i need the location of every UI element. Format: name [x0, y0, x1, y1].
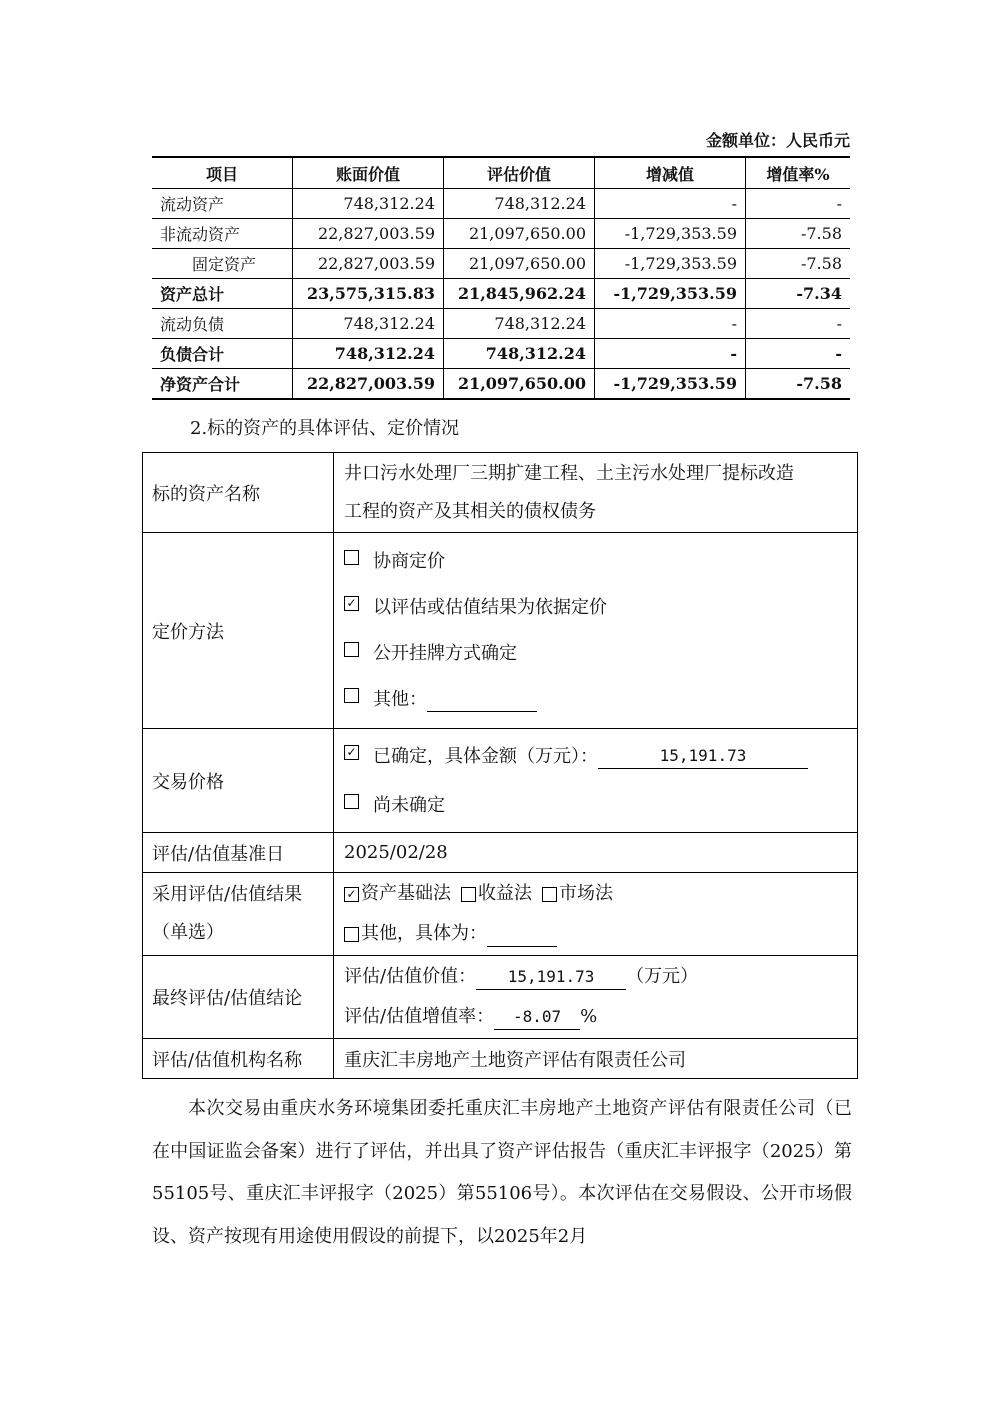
row-book: 22,827,003.59	[293, 369, 444, 400]
price-option-confirmed	[344, 732, 856, 782]
checkbox-unchecked[interactable]	[344, 927, 359, 942]
col-header-rate: 增值率%	[746, 157, 851, 189]
amount-unit-label: 金额单位：人民币元	[705, 131, 850, 150]
option-label: 尚未确定	[373, 794, 445, 816]
transaction-price-options	[334, 729, 858, 833]
row-diff: -	[595, 309, 746, 339]
option-label: 协商定价	[373, 550, 445, 572]
conclusion-value-unit: （万元）	[626, 966, 699, 987]
option-label: 公开挂牌方式确定	[373, 642, 517, 664]
table-row	[143, 453, 858, 533]
method-option-income: 收益法	[478, 883, 532, 904]
checkbox-checked[interactable]: ✓	[344, 596, 359, 611]
table-row	[143, 1039, 858, 1079]
table-row	[143, 833, 858, 873]
price-amount-field: 15,191.73	[598, 744, 808, 769]
method-option-other: 其他，具体为：	[361, 923, 487, 944]
agency-value: 重庆汇丰房地产土地资产评估有限责任公司	[334, 1039, 858, 1079]
method-option-market: 市场法	[559, 883, 613, 904]
row-eval: 748,312.24	[444, 189, 595, 219]
pricing-option-listing	[344, 631, 856, 677]
table-header-row	[152, 157, 850, 189]
row-eval: 21,097,650.00	[444, 219, 595, 249]
checkbox-checked[interactable]: ✓	[344, 745, 359, 760]
checkbox-unchecked[interactable]	[542, 887, 557, 902]
conclusion-rate-label: 评估/估值增值率：	[344, 1006, 495, 1027]
pricing-option-evaluation	[344, 585, 856, 631]
pricing-option-other	[344, 677, 856, 723]
row-rate: -7.58	[746, 219, 851, 249]
row-book: 22,827,003.59	[293, 249, 444, 279]
table-row	[143, 729, 858, 833]
method-options-line1	[344, 874, 856, 914]
method-options-line2	[344, 914, 856, 954]
conclusion-label: 最终评估/估值结论	[143, 956, 334, 1039]
table-row	[152, 219, 850, 249]
row-rate: -7.58	[746, 369, 851, 400]
agency-label: 评估/估值机构名称	[143, 1039, 334, 1079]
transaction-price-label: 交易价格	[143, 729, 334, 833]
option-label: 已确定，具体金额（万元）：	[373, 745, 598, 767]
checkbox-unchecked[interactable]	[344, 550, 359, 565]
method-option-asset: 资产基础法	[361, 883, 451, 904]
base-date-label: 评估/估值基准日	[143, 833, 334, 873]
checkbox-unchecked[interactable]	[344, 688, 359, 703]
row-diff: -	[595, 189, 746, 219]
row-book: 748,312.24	[293, 189, 444, 219]
asset-name-label: 标的资产名称	[143, 453, 334, 533]
pricing-method-label: 定价方法	[143, 533, 334, 729]
conclusion-rate-line	[344, 997, 856, 1037]
col-header-item: 项目	[152, 157, 293, 189]
row-book: 748,312.24	[293, 339, 444, 369]
row-item: 资产总计	[152, 279, 293, 309]
asset-name-line1: 井口污水处理厂三期扩建工程、土主污水处理厂提标改造	[344, 462, 794, 484]
method-other-blank[interactable]	[487, 922, 557, 947]
row-item: 流动负债	[152, 309, 293, 339]
method-label-line2: （单选）	[152, 922, 224, 943]
conclusion-value: 15,191.73	[476, 965, 626, 990]
row-eval: 748,312.24	[444, 339, 595, 369]
row-rate: -7.34	[746, 279, 851, 309]
option-label: 以评估或估值结果为依据定价	[373, 596, 607, 618]
price-option-unconfirmed	[344, 782, 856, 830]
section-subheading: 2.标的资产的具体评估、定价情况	[190, 418, 460, 439]
row-book: 23,575,315.83	[293, 279, 444, 309]
row-diff: -1,729,353.59	[595, 279, 746, 309]
row-item: 净资产合计	[152, 369, 293, 400]
conclusion-value-label: 评估/估值价值：	[344, 966, 477, 987]
row-item: 固定资产	[152, 249, 293, 279]
paragraph-text: 本次交易由重庆水务环境集团委托重庆汇丰房地产土地资产评估有限责任公司（已在中国证监会备案）进行了评估，并出具了资产评估报告（重庆汇丰评报字（2025）第55105号、重庆汇丰评报字（2025）第55106号）。本次评估在交易假设、公开市场假设、资产按现有用途使用假设的前提下，以2025年2月	[152, 1098, 852, 1247]
table-row	[143, 533, 858, 729]
conclusion-rate: -8.07	[494, 1005, 580, 1030]
row-item: 非流动资产	[152, 219, 293, 249]
conclusion-rate-unit: %	[580, 1006, 598, 1027]
row-item: 流动资产	[152, 189, 293, 219]
row-eval: 21,097,650.00	[444, 369, 595, 400]
row-diff: -1,729,353.59	[595, 369, 746, 400]
table-row	[143, 873, 858, 956]
conclusion-value-line	[344, 957, 856, 997]
row-book: 748,312.24	[293, 309, 444, 339]
table-row	[152, 339, 850, 369]
asset-name-value	[334, 453, 858, 533]
checkbox-unchecked[interactable]	[461, 887, 476, 902]
method-options	[334, 873, 858, 956]
row-eval: 21,845,962.24	[444, 279, 595, 309]
row-diff: -1,729,353.59	[595, 219, 746, 249]
checkbox-unchecked[interactable]	[344, 794, 359, 809]
checkbox-checked[interactable]: ✓	[344, 887, 359, 902]
row-eval: 21,097,650.00	[444, 249, 595, 279]
row-diff: -	[595, 339, 746, 369]
financial-summary-table	[152, 156, 850, 400]
row-item: 负债合计	[152, 339, 293, 369]
conclusion-values	[334, 956, 858, 1039]
col-header-change: 增减值	[595, 157, 746, 189]
row-rate: -	[746, 189, 851, 219]
asset-name-line2: 工程的资产及其相关的债权债务	[344, 500, 596, 522]
option-label: 其他：	[373, 688, 427, 710]
row-rate: -	[746, 309, 851, 339]
col-header-eval-value: 评估价值	[444, 157, 595, 189]
base-date-value: 2025/02/28	[334, 833, 858, 873]
row-diff: -1,729,353.59	[595, 249, 746, 279]
row-book: 22,827,003.59	[293, 219, 444, 249]
pricing-option-negotiated	[344, 539, 856, 585]
table-row	[152, 369, 850, 400]
row-rate: -	[746, 339, 851, 369]
asset-detail-table	[142, 452, 858, 1079]
table-row	[143, 956, 858, 1039]
row-eval: 748,312.24	[444, 309, 595, 339]
table-row	[152, 249, 850, 279]
table-row	[152, 279, 850, 309]
pricing-method-options	[334, 533, 858, 729]
row-rate: -7.58	[746, 249, 851, 279]
col-header-book-value: 账面价值	[293, 157, 444, 189]
method-label	[143, 873, 334, 956]
method-label-line1: 采用评估/估值结果	[152, 884, 303, 905]
checkbox-unchecked[interactable]	[344, 642, 359, 657]
other-blank-field[interactable]	[427, 687, 537, 712]
table-row	[152, 309, 850, 339]
table-row	[152, 189, 850, 219]
body-paragraph	[152, 1088, 852, 1258]
